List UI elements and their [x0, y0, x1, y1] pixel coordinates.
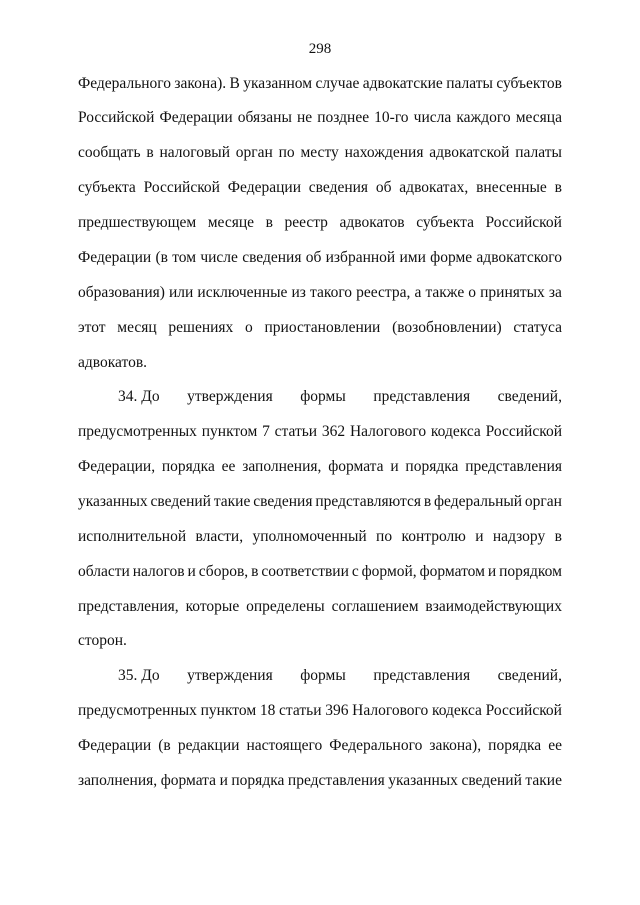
word: и: [475, 528, 484, 545]
word: области: [78, 563, 130, 580]
word: не: [296, 109, 313, 126]
word: закона),: [429, 737, 482, 754]
word: приостановлении: [264, 319, 381, 336]
word: такие: [213, 493, 251, 510]
word: адвокатов: [339, 214, 405, 231]
word: сведения: [308, 179, 369, 196]
word: Налогового: [349, 423, 427, 440]
word: субъекта: [78, 179, 136, 196]
text-line: [78, 248, 562, 268]
word: ее: [221, 458, 236, 475]
text-line: [78, 318, 562, 338]
word: числе: [200, 249, 238, 266]
word: пунктом: [200, 702, 257, 719]
word: адвокатские: [362, 75, 443, 92]
word: решениях: [168, 319, 234, 336]
page-number: 298: [308, 41, 332, 57]
word: об: [305, 249, 322, 266]
word: случае: [315, 75, 360, 92]
text-line: [78, 353, 562, 373]
word: сведений,: [497, 667, 562, 684]
word: субъектов: [496, 75, 562, 92]
text-line: [78, 736, 562, 756]
word: и: [390, 458, 399, 475]
word: статьи: [274, 423, 318, 440]
word: принятых: [480, 284, 545, 301]
word: порядка: [488, 737, 542, 754]
word: представления,: [78, 598, 179, 615]
word: сообщать: [78, 144, 141, 161]
word: закона).: [174, 75, 227, 92]
word: предусмотренных: [78, 423, 197, 440]
word: орган: [524, 493, 562, 510]
word: заполнения,: [242, 458, 322, 475]
text-line: [78, 143, 562, 163]
text-line: [78, 422, 562, 442]
word: и: [219, 772, 228, 789]
word: с: [351, 563, 359, 580]
word: Налогового: [352, 702, 429, 719]
word: В: [229, 75, 240, 92]
word: адвокатского: [476, 249, 562, 266]
word: образования): [78, 284, 165, 301]
word: представления: [287, 772, 385, 789]
word: формы: [300, 388, 346, 405]
word: представления: [465, 458, 562, 475]
word: представления: [373, 667, 471, 684]
word: порядка: [161, 458, 215, 475]
word: сведения: [253, 493, 313, 510]
word: сторон.: [78, 632, 127, 649]
word: месяца: [515, 109, 562, 126]
word: 362: [321, 423, 346, 440]
word: уполномоченный: [252, 528, 367, 545]
text-line: [78, 178, 562, 198]
word: форматом: [419, 563, 485, 580]
word: по: [376, 528, 393, 545]
word: порядка: [405, 458, 459, 475]
word: в: [554, 179, 562, 196]
word: этот: [78, 319, 106, 336]
word: Российской: [485, 423, 562, 440]
word: адвокатской: [429, 144, 510, 161]
word: Федерации: [78, 737, 152, 754]
word: представляются: [315, 493, 421, 510]
word: обязаны: [237, 109, 292, 126]
word: налоговый: [159, 144, 230, 161]
word: формы: [300, 667, 346, 684]
word: позднее: [317, 109, 370, 126]
word: а: [414, 284, 422, 301]
text-line: [78, 597, 562, 617]
word: контролю: [401, 528, 466, 545]
word: соглашением: [331, 598, 419, 615]
word: Российской: [78, 109, 155, 126]
word: сведений: [150, 493, 211, 510]
word: сведений: [461, 772, 522, 789]
word: избранной: [325, 249, 396, 266]
word: о: [468, 284, 477, 301]
text-line: [118, 387, 562, 407]
word: за: [548, 284, 562, 301]
text-line: [78, 213, 562, 233]
word: надзору: [492, 528, 546, 545]
word: также: [425, 284, 465, 301]
word: реестра,: [356, 284, 411, 301]
word: пунктом: [201, 423, 258, 440]
word: статьи: [279, 702, 322, 719]
word: нахождения: [344, 144, 424, 161]
text-line: [78, 457, 562, 477]
word: такие: [525, 772, 562, 789]
word: указанном: [243, 75, 313, 92]
word: сведения: [242, 249, 302, 266]
text-line: [78, 283, 562, 303]
word: статуса: [513, 319, 562, 336]
word: адвокатов.: [78, 354, 148, 371]
word: ими: [399, 249, 426, 266]
word: редакции: [177, 737, 240, 754]
word: которые: [185, 598, 240, 615]
word: исполнительной: [78, 528, 187, 545]
word: Федерации: [159, 109, 233, 126]
text-line: [78, 631, 562, 651]
word: ее: [548, 737, 562, 754]
word: настоящего: [246, 737, 323, 754]
word: порядком: [499, 563, 562, 580]
word: внесенные: [476, 179, 547, 196]
word: форме: [430, 249, 473, 266]
word: реестр: [284, 214, 328, 231]
word: 10-го: [374, 109, 409, 126]
word: орган: [235, 144, 273, 161]
text-line: [78, 527, 562, 547]
word: (возобновлении): [392, 319, 502, 336]
text-line: [118, 666, 562, 686]
word: указанных: [388, 772, 458, 789]
word: и: [187, 563, 196, 580]
word: такого: [310, 284, 353, 301]
word: 34. До: [118, 388, 160, 405]
word: (в: [155, 249, 168, 266]
word: в: [251, 563, 259, 580]
word: исключенные: [197, 284, 288, 301]
word: об: [375, 179, 392, 196]
word: 18: [259, 702, 276, 719]
word: формата: [328, 458, 384, 475]
word: Российской: [485, 214, 562, 231]
word: в: [146, 144, 154, 161]
word: в: [265, 214, 273, 231]
word: палаты: [446, 75, 493, 92]
word: формой,: [361, 563, 417, 580]
word: месту: [300, 144, 339, 161]
word: заполнения,: [78, 772, 158, 789]
word: власти,: [195, 528, 244, 545]
word: сборов,: [198, 563, 249, 580]
word: федеральный: [434, 493, 523, 510]
word: палаты: [515, 144, 562, 161]
word: Российской: [485, 702, 562, 719]
word: предшествующем: [78, 214, 197, 231]
word: в: [423, 493, 432, 510]
word: формата: [160, 772, 217, 789]
text-line: [78, 108, 562, 128]
word: взаимодействующих: [425, 598, 562, 615]
word: 7: [262, 423, 270, 440]
word: Федерального: [329, 737, 423, 754]
word: по: [278, 144, 295, 161]
word: месяце: [207, 214, 255, 231]
word: представления: [373, 388, 471, 405]
text-line: [78, 771, 562, 791]
word: 396: [325, 702, 349, 719]
word: соответствии: [261, 563, 349, 580]
word: адвокатах,: [399, 179, 469, 196]
word: кодекса: [430, 423, 481, 440]
word: Федерации,: [78, 458, 156, 475]
word: налогов: [132, 563, 185, 580]
word: сведений,: [497, 388, 562, 405]
text-line: [78, 701, 562, 721]
word: Российской: [143, 179, 220, 196]
word: утверждения: [187, 667, 273, 684]
word: месяц: [117, 319, 157, 336]
word: и: [487, 563, 497, 580]
text-line: [78, 492, 562, 512]
word: определены: [246, 598, 325, 615]
word: из: [291, 284, 306, 301]
word: утверждения: [187, 388, 273, 405]
word: кодекса: [431, 702, 482, 719]
word: каждого: [456, 109, 511, 126]
word: указанных: [78, 493, 148, 510]
word: Федерального: [78, 75, 172, 92]
word: или: [169, 284, 194, 301]
word: в: [554, 528, 562, 545]
text-line: [78, 74, 562, 94]
word: предусмотренных: [78, 702, 197, 719]
word: субъекта: [416, 214, 474, 231]
word: Федерации: [227, 179, 301, 196]
word: порядка: [231, 772, 285, 789]
word: (в: [158, 737, 171, 754]
word: 35. До: [118, 667, 160, 684]
text-line: [78, 562, 562, 582]
word: том: [172, 249, 197, 266]
word: числа: [413, 109, 452, 126]
word: о: [245, 319, 253, 336]
word: Федерации: [78, 249, 152, 266]
